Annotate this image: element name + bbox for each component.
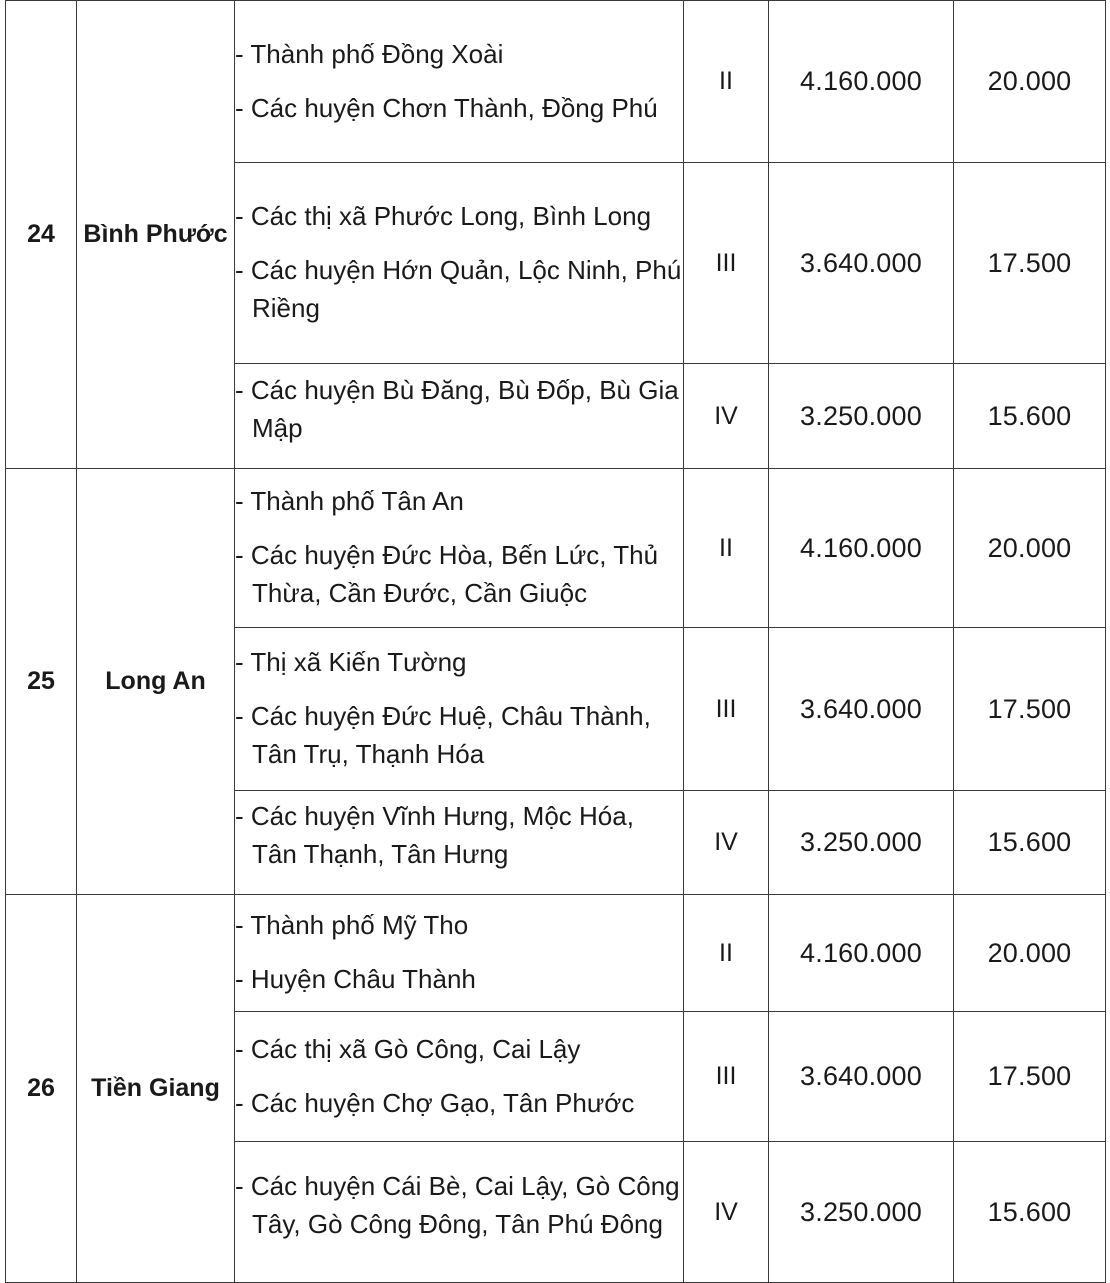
- locality-list-cell: [235, 1012, 684, 1142]
- monthly-minimum-wage: 3.640.000: [769, 628, 954, 791]
- province-index: 25: [6, 469, 77, 895]
- locality-item: - Các thị xã Gò Công, Cai Lậy: [235, 1033, 581, 1064]
- locality-list: [235, 36, 683, 128]
- locality-list: [235, 1168, 683, 1244]
- zone-value: III: [684, 163, 769, 364]
- hourly-minimum-wage: 15.600: [954, 791, 1106, 895]
- locality-item: - Các huyện Vĩnh Hưng, Mộc Hóa, Tân Thạnh, Tân Hưng: [235, 801, 634, 869]
- table-row: [6, 1, 1106, 163]
- hourly-minimum-wage: 20.000: [954, 895, 1106, 1012]
- minimum-wage-table: [5, 0, 1106, 1283]
- locality-list-cell: [235, 1, 684, 163]
- hourly-minimum-wage: 20.000: [954, 1, 1106, 163]
- zone-value: II: [684, 1, 769, 163]
- province-index: 24: [6, 1, 77, 469]
- monthly-minimum-wage: 4.160.000: [769, 895, 954, 1012]
- locality-item: - Thành phố Mỹ Tho: [235, 910, 469, 941]
- locality-list-cell: [235, 791, 684, 895]
- hourly-minimum-wage: 15.600: [954, 364, 1106, 469]
- locality-item: - Các huyện Đức Hòa, Bến Lức, Thủ Thừa, Cần Đước, Cần Giuộc: [235, 540, 659, 608]
- monthly-minimum-wage: 4.160.000: [769, 469, 954, 628]
- zone-value: II: [684, 895, 769, 1012]
- monthly-minimum-wage: 3.640.000: [769, 1012, 954, 1142]
- locality-list-cell: [235, 469, 684, 628]
- table-row: [6, 469, 1106, 628]
- hourly-minimum-wage: 20.000: [954, 469, 1106, 628]
- locality-list: [235, 198, 683, 328]
- table-body: [6, 1, 1106, 1283]
- locality-item: - Các huyện Chơn Thành, Đồng Phú: [235, 92, 658, 123]
- monthly-minimum-wage: 3.250.000: [769, 1142, 954, 1283]
- locality-item: - Thị xã Kiến Tường: [235, 647, 467, 678]
- locality-item: - Các huyện Đức Huệ, Châu Thành, Tân Trụ, Thạnh Hóa: [235, 701, 651, 769]
- province-name: Tiền Giang: [77, 895, 235, 1283]
- zone-value: III: [684, 628, 769, 791]
- province-name: Bình Phước: [77, 1, 235, 469]
- locality-list-cell: [235, 1142, 684, 1283]
- locality-item: - Các huyện Chợ Gạo, Tân Phước: [235, 1087, 635, 1118]
- hourly-minimum-wage: 17.500: [954, 628, 1106, 791]
- zone-value: III: [684, 1012, 769, 1142]
- locality-item: - Thành phố Tân An: [235, 486, 464, 517]
- hourly-minimum-wage: 17.500: [954, 163, 1106, 364]
- locality-item: - Các huyện Hớn Quản, Lộc Ninh, Phú Riềng: [235, 255, 682, 323]
- monthly-minimum-wage: 3.250.000: [769, 791, 954, 895]
- province-index: 26: [6, 895, 77, 1283]
- locality-item: - Các huyện Bù Đăng, Bù Đốp, Bù Gia Mập: [235, 374, 679, 443]
- monthly-minimum-wage: 3.640.000: [769, 163, 954, 364]
- locality-list-cell: [235, 895, 684, 1012]
- hourly-minimum-wage: 15.600: [954, 1142, 1106, 1283]
- locality-item: - Các huyện Cái Bè, Cai Lậy, Gò Công Tây, Gò Công Đông, Tân Phú Đông: [235, 1170, 680, 1239]
- zone-value: IV: [684, 791, 769, 895]
- monthly-minimum-wage: 4.160.000: [769, 1, 954, 163]
- locality-list-cell: [235, 163, 684, 364]
- locality-list: [235, 483, 683, 613]
- locality-list-cell: [235, 364, 684, 469]
- locality-list-cell: [235, 628, 684, 791]
- locality-list: [235, 644, 683, 774]
- locality-list: [235, 907, 683, 999]
- province-name: Long An: [77, 469, 235, 895]
- locality-list: [235, 372, 683, 448]
- zone-value: II: [684, 469, 769, 628]
- zone-value: IV: [684, 1142, 769, 1283]
- locality-list: [235, 798, 683, 874]
- table-row: [6, 895, 1106, 1012]
- locality-list: [235, 1031, 683, 1123]
- monthly-minimum-wage: 3.250.000: [769, 364, 954, 469]
- locality-item: - Huyện Châu Thành: [235, 964, 476, 994]
- locality-item: - Thành phố Đồng Xoài: [235, 38, 504, 69]
- locality-item: - Các thị xã Phước Long, Bình Long: [235, 201, 652, 232]
- hourly-minimum-wage: 17.500: [954, 1012, 1106, 1142]
- zone-value: IV: [684, 364, 769, 469]
